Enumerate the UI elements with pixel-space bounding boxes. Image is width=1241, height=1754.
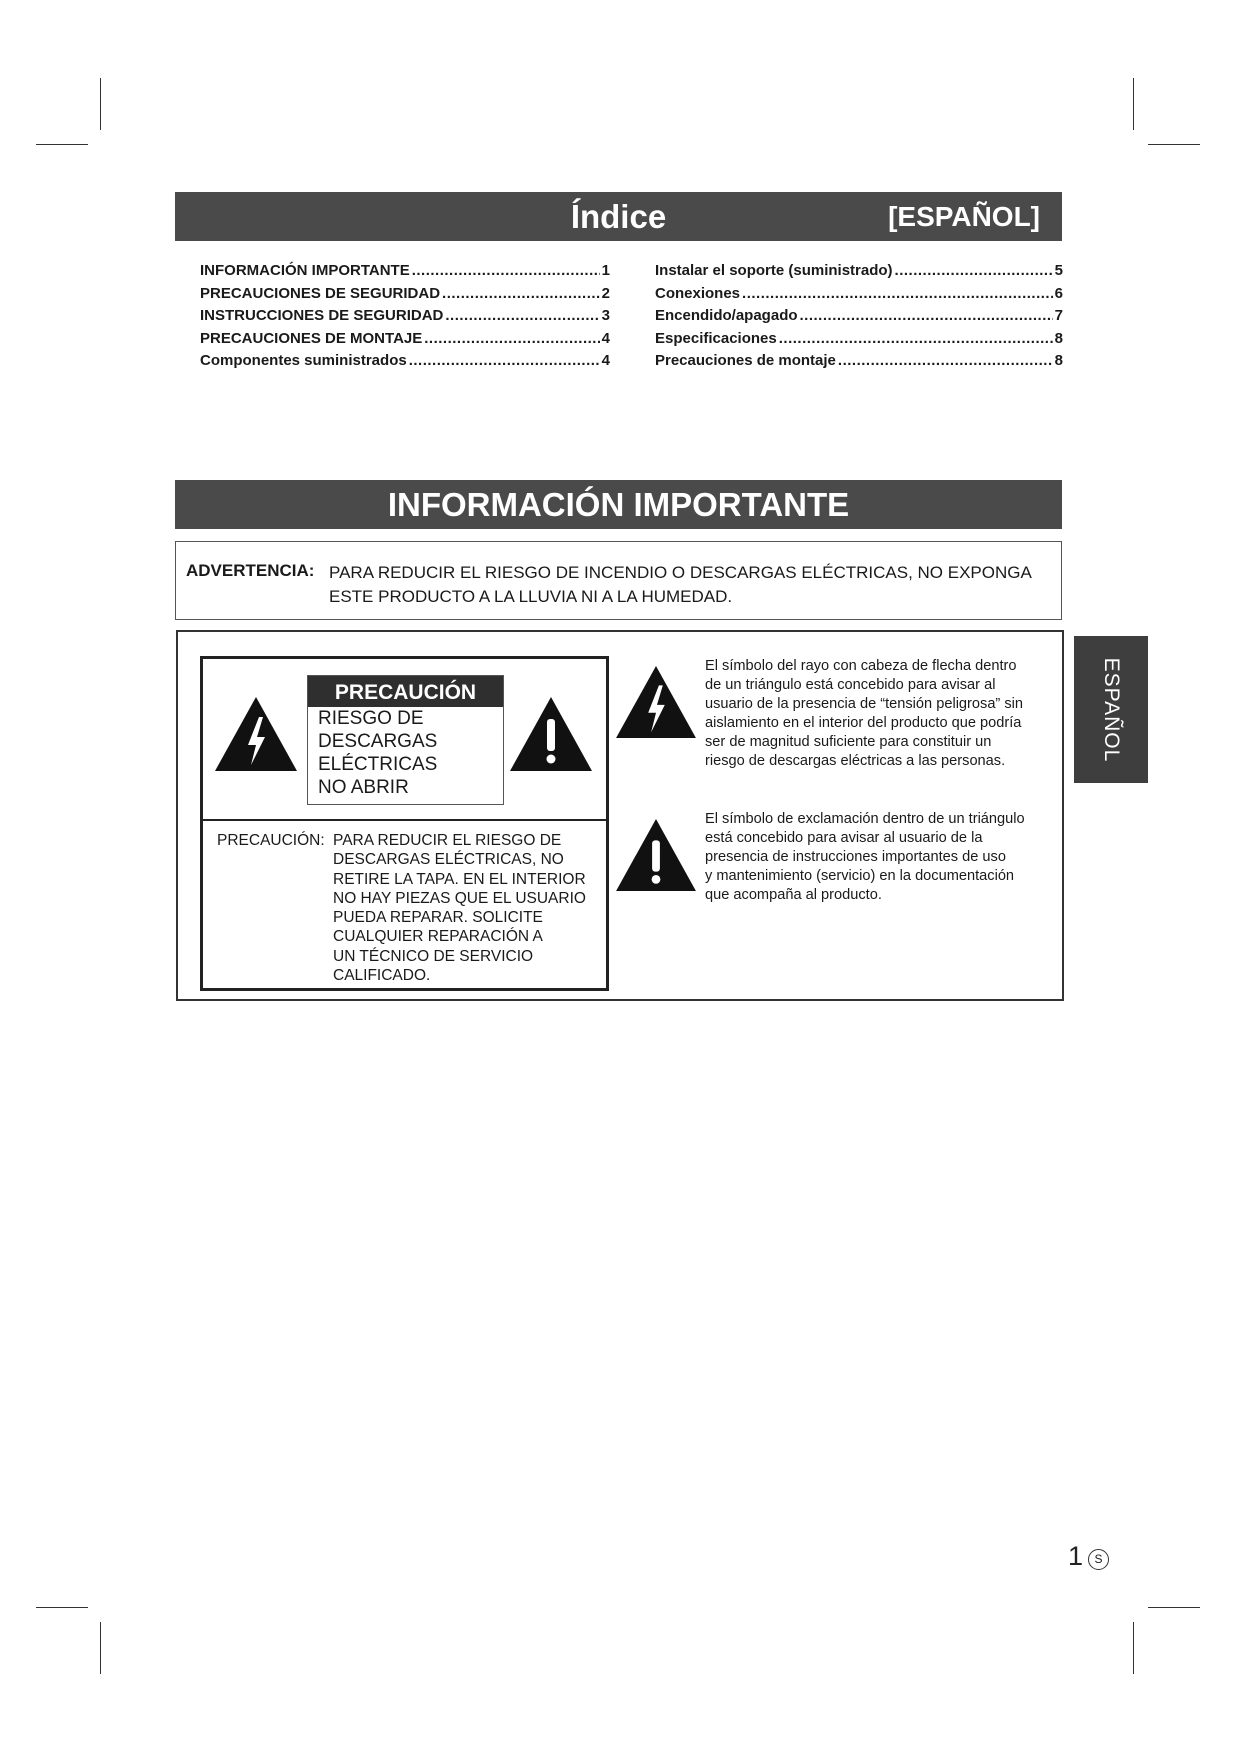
caution-label-line: RIESGO DE [318, 708, 424, 729]
toc-leader [742, 285, 1053, 302]
warning-box [175, 541, 1062, 620]
page-marker-icon: S [1088, 1549, 1109, 1570]
toc-leader [424, 330, 599, 347]
caution-label [307, 675, 504, 805]
toc-entry-label: PRECAUCIONES DE MONTAJE [200, 329, 423, 347]
toc-entry-page: 3 [601, 307, 610, 325]
toc-entry-label: Componentes suministrados [200, 352, 407, 370]
toc-leader [412, 262, 600, 279]
toc-right-column [655, 262, 1063, 375]
toc-entry-label: PRECAUCIONES DE SEGURIDAD [200, 284, 441, 302]
warning-label: ADVERTENCIA: [186, 561, 315, 580]
toc-entry-page: 8 [1054, 329, 1063, 347]
caution-note-line: PARA REDUCIR EL RIESGO DE [333, 832, 562, 849]
toc-entry[interactable] [200, 352, 610, 375]
description-line: usuario de la presencia de “tensión peligrosa” sin [705, 696, 1024, 712]
toc-entry[interactable] [655, 285, 1063, 308]
description-line: de un triángulo está concebido para avisar al [705, 677, 996, 693]
toc-entry[interactable] [655, 330, 1063, 353]
caution-note-line: PUEDA REPARAR. SOLICITE [333, 909, 543, 927]
caution-note-line: CALIFICADO. [333, 967, 431, 985]
caution-label-line: ELÉCTRICAS [318, 754, 438, 775]
toc-entry-page: 6 [1054, 284, 1063, 302]
caution-section [176, 630, 1064, 1001]
toc-leader [409, 352, 600, 369]
toc-entry-page: 2 [601, 284, 610, 302]
description-line: que acompaña al producto. [705, 887, 882, 903]
info-title: INFORMACIÓN IMPORTANTE [387, 486, 850, 523]
toc-leader [895, 262, 1053, 279]
toc-entry[interactable] [200, 285, 610, 308]
toc-entry[interactable] [200, 307, 610, 330]
warning-line: PARA REDUCIR EL RIESGO DE INCENDIO O DESCARGAS ELÉCTRICAS, NO EXPONGA [329, 563, 1032, 582]
crop-mark [100, 78, 101, 130]
caution-note-line: NO HAY PIEZAS QUE EL USUARIO [333, 889, 586, 907]
caution-label-line: NO ABRIR [318, 777, 409, 798]
description-line: riesgo de descargas eléctricas a las personas. [705, 753, 1006, 769]
description-line: aislamiento en el interior del producto que podría [705, 715, 1022, 731]
exclamation-warning-icon [508, 695, 594, 773]
toc-entry[interactable] [200, 262, 610, 285]
crop-mark [1148, 144, 1200, 145]
lightning-warning-icon [614, 664, 698, 740]
lightning-symbol-description [705, 657, 1055, 771]
toc-entry-label: Especificaciones [655, 329, 777, 347]
caution-note-text [333, 831, 603, 985]
description-line: está concebido para avisar al usuario de la [705, 830, 983, 846]
caution-note-line: RETIRE LA TAPA. EN EL INTERIOR [333, 870, 586, 888]
caution-note-line: CUALQUIER REPARACIÓN A [333, 928, 543, 946]
index-language: [ESPAÑOL] [888, 201, 1040, 232]
toc-entry-page: 7 [1054, 307, 1063, 325]
toc-entry-page: 1 [601, 262, 610, 279]
crop-mark [1133, 1622, 1134, 1674]
toc-entry-label: INFORMACIÓN IMPORTANTE [200, 262, 410, 279]
toc-leader [779, 330, 1053, 347]
description-line: y mantenimiento (servicio) en la documentación [705, 868, 1015, 884]
caution-label-header: PRECAUCIÓN [308, 676, 503, 707]
language-side-tab [1074, 636, 1148, 783]
crop-mark [36, 1607, 88, 1608]
caution-label-panel [200, 656, 609, 991]
caution-label-line: DESCARGAS [318, 731, 438, 752]
toc-entry-label: Instalar el soporte (suministrado) [655, 262, 893, 279]
crop-mark [1133, 78, 1134, 130]
toc-entry-label: Precauciones de montaje [655, 352, 836, 370]
lightning-warning-icon [213, 695, 299, 773]
crop-mark [100, 1622, 101, 1674]
caution-label-top [203, 659, 606, 821]
toc-leader [445, 307, 599, 324]
toc-entry[interactable] [200, 330, 610, 353]
crop-mark [1148, 1607, 1200, 1608]
warning-text [329, 561, 1054, 609]
language-side-tab-label: ESPAÑOL [1100, 657, 1123, 762]
toc-entry-page: 4 [601, 329, 610, 347]
toc-entry[interactable] [655, 262, 1063, 285]
toc-entry-page: 5 [1054, 262, 1063, 279]
description-line: ser de magnitud suficiente para constituir un [705, 734, 992, 750]
toc-entry[interactable] [655, 307, 1063, 330]
toc-entry-page: 4 [601, 352, 610, 370]
page-number: 1 [1068, 1541, 1084, 1571]
toc-leader [838, 352, 1053, 369]
description-line: presencia de instrucciones importantes de uso [705, 849, 1006, 865]
crop-mark [36, 144, 88, 145]
description-line: El símbolo del rayo con cabeza de flecha dentro [705, 658, 1017, 674]
toc-entry-label: Conexiones [655, 284, 741, 302]
index-title: Índice [570, 198, 667, 235]
exclamation-symbol-description [705, 810, 1055, 905]
toc-entry-label: INSTRUCCIONES DE SEGURIDAD [200, 307, 444, 325]
toc-leader [800, 307, 1053, 324]
caution-note-label: PRECAUCIÓN: [217, 832, 325, 849]
index-header-bar [175, 192, 1062, 241]
toc-entry-page: 8 [1054, 352, 1063, 370]
caution-note-line: UN TÉCNICO DE SERVICIO [333, 947, 534, 965]
toc-entry-label: Encendido/apagado [655, 307, 798, 325]
toc-entry[interactable] [655, 352, 1063, 375]
caution-note-line: DESCARGAS ELÉCTRICAS, NO [333, 851, 564, 869]
info-header-bar [175, 480, 1062, 529]
description-line: El símbolo de exclamación dentro de un triángulo [705, 811, 1025, 827]
exclamation-warning-icon [614, 817, 698, 893]
toc-left-column [200, 262, 610, 375]
toc-leader [442, 285, 600, 302]
warning-line: ESTE PRODUCTO A LA LLUVIA NI A LA HUMEDAD. [329, 587, 733, 606]
